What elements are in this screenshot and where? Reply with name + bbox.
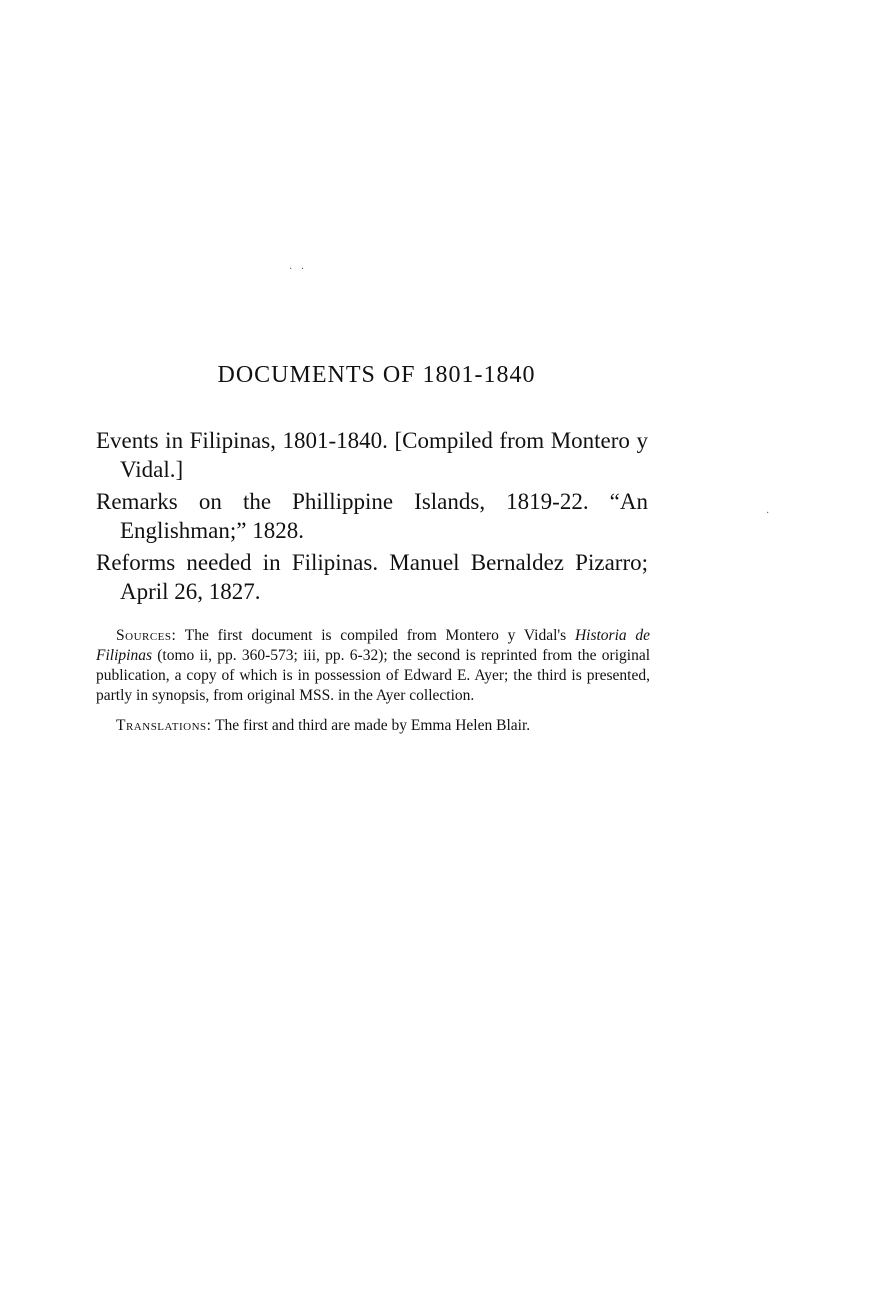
sources-book-title: Historia de Filipinas — [96, 627, 651, 664]
margin-print-mark: · — [766, 508, 773, 519]
sources-text-2: (tomo ii, pp. 360-573; iii, pp. 6-32); the second is reprinted from the original publication, a copy of which is in possession of Edward E. Ayer; the third is presented, partly in synopsis, from original MSS. in the Ayer collection. — [96, 647, 650, 704]
translations-note — [96, 716, 650, 736]
document-entry-remarks: Remarks on the Phillippine Islands, 1819-22. “An Englishman;” 1828. — [96, 489, 648, 543]
stray-print-mark: · · — [289, 264, 308, 275]
notes-section — [96, 626, 650, 746]
sources-text-1: The first document is compiled from Montero y Vidal's — [184, 627, 567, 644]
document-list — [96, 426, 648, 609]
translations-text: The first and third are made by Emma Helen Blair. — [215, 717, 531, 734]
translations-label: Translations: — [116, 717, 212, 734]
document-entry-events: Events in Filipinas, 1801-1840. [Compiled from Montero y Vidal.] — [96, 428, 648, 482]
page-title: DOCUMENTS OF 1801-1840 — [217, 362, 536, 388]
sources-note — [96, 626, 650, 706]
sources-label: Sources: — [116, 627, 177, 644]
document-entry-reforms: Reforms needed in Filipinas. Manuel Bernaldez Pizarro; April 26, 1827. — [96, 550, 648, 604]
